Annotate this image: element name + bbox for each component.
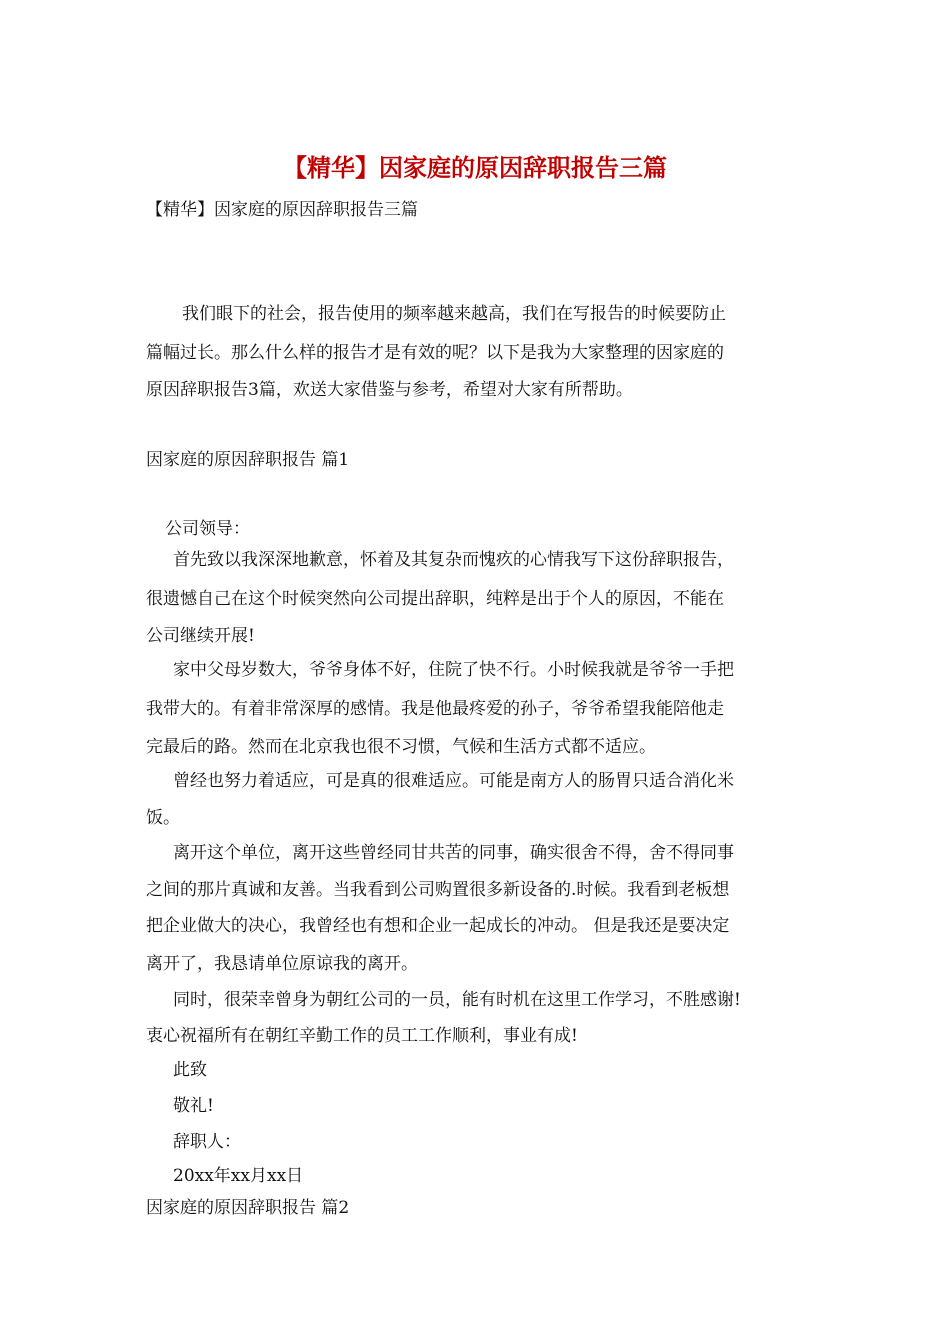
intro-line: 篇幅过长。那么什么样的报告才是有效的呢？以下是我为大家整理的因家庭的 <box>146 343 724 363</box>
body-line: 离开这个单位，离开这些曾经同甘共苦的同事，确实很舍不得，舍不得同事 <box>173 843 734 863</box>
closing-line: 敬礼! <box>173 1096 214 1116</box>
closing-line: 此致 <box>173 1060 207 1080</box>
body-line: 同时，很荣幸曾身为朝红公司的一员，能有时机在这里工作学习，不胜感谢! <box>173 990 741 1010</box>
body-line: 首先致以我深深地歉意，怀着及其复杂而愧疚的心情我写下这份辞职报告， <box>173 550 734 570</box>
body-line: 把企业做大的决心，我曾经也有想和企业一起成长的冲动。 但是我还是要决定 <box>146 916 730 936</box>
body-line: 完最后的路。然而在北京我也很不习惯，气候和生活方式都不适应。 <box>146 737 656 757</box>
section-heading: 因家庭的原因辞职报告 篇1 <box>146 450 350 470</box>
salutation: 公司领导： <box>165 519 250 539</box>
document-title: 【精华】因家庭的原因辞职报告三篇 <box>283 153 667 182</box>
body-line: 很遗憾自己在这个时候突然向公司提出辞职，纯粹是出于个人的原因，不能在 <box>146 589 724 609</box>
body-line: 饭。 <box>146 808 180 828</box>
body-line: 家中父母岁数大，爷爷身体不好，住院了快不行。小时候我就是爷爷一手把 <box>173 660 734 680</box>
intro-line: 原因辞职报告3篇，欢送大家借鉴与参考，希望对大家有所帮助。 <box>146 380 633 400</box>
body-line: 公司继续开展! <box>146 626 255 646</box>
document-subtitle: 【精华】因家庭的原因辞职报告三篇 <box>146 200 418 220</box>
body-line: 衷心祝福所有在朝红辛勤工作的员工工作顺利，事业有成! <box>146 1026 578 1046</box>
signatory-label: 辞职人： <box>173 1132 241 1152</box>
body-line: 离开了，我恳请单位原谅我的离开。 <box>146 954 418 974</box>
section-heading: 因家庭的原因辞职报告 篇2 <box>146 1198 350 1218</box>
body-line: 我带大的。有着非常深厚的感情。我是他最疼爱的孙子，爷爷希望我能陪他走 <box>146 699 724 719</box>
date-line: 20xx年xx月xx日 <box>173 1166 304 1186</box>
intro-line: 我们眼下的社会，报告使用的频率越来越高，我们在写报告的时候要防止 <box>182 304 726 324</box>
body-line: 曾经也努力着适应，可是真的很难适应。可能是南方人的肠胃只适合消化米 <box>173 771 734 791</box>
body-line: 之间的那片真诚和友善。当我看到公司购置很多新设备的.时候。我看到老板想 <box>146 880 730 900</box>
